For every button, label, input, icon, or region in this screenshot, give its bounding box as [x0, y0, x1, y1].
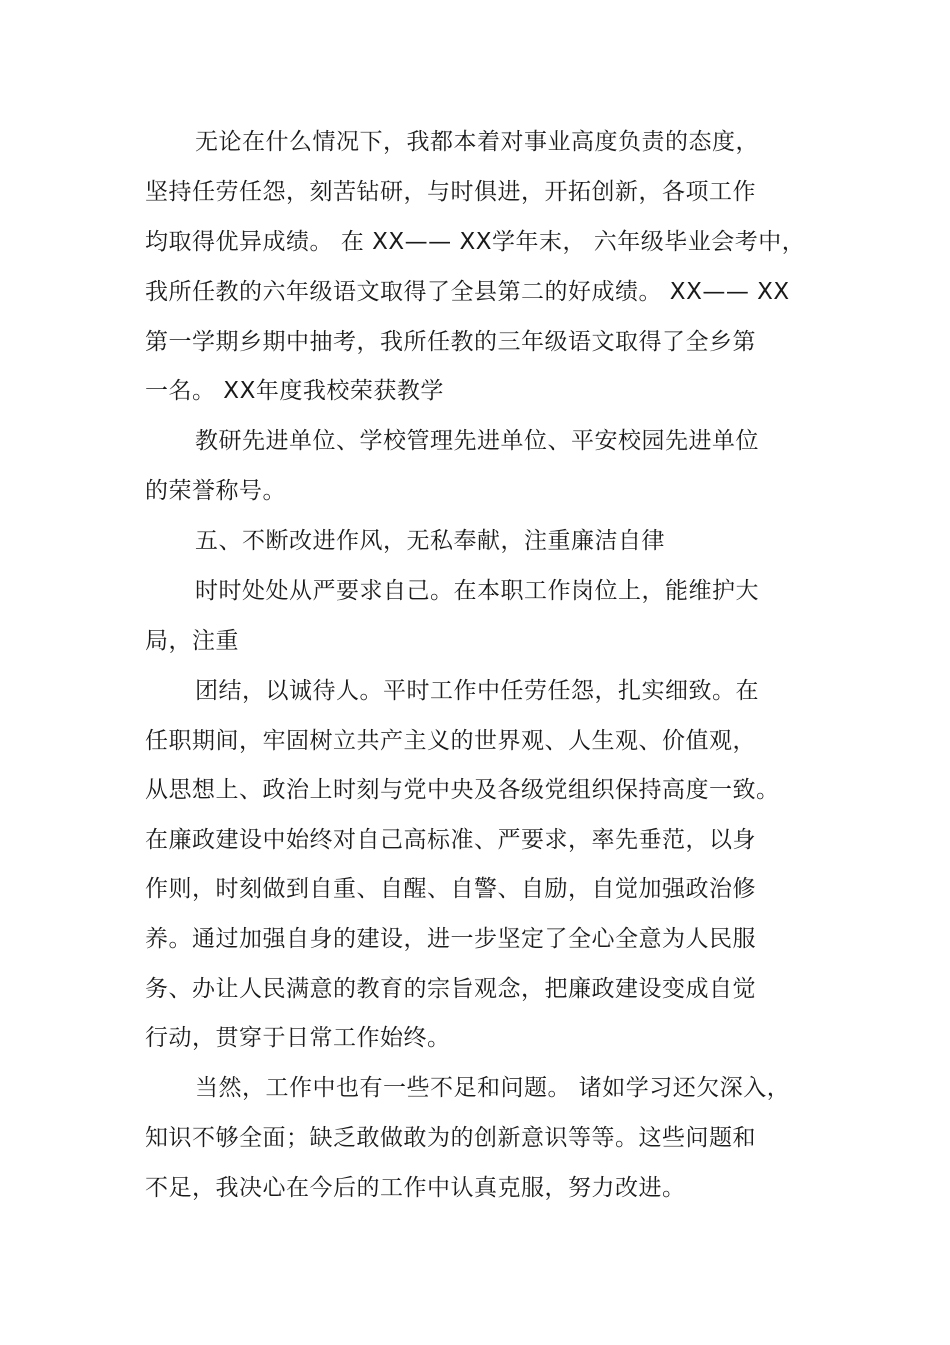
text-line: 的荣誉称号。	[145, 478, 286, 504]
text-line: 第一学期乡期中抽考，我所任教的三年级语文取得了全乡第	[145, 329, 756, 355]
text-line: 知识不够全面；缺乏敢做敢为的创新意识等等。这些问题和	[145, 1125, 756, 1151]
text-line: 务、办让人民满意的教育的宗旨观念，把廉政建设变成自觉	[145, 976, 756, 1002]
text-line: 当然，工作中也有一些不足和问题。 诸如学习还欠深入，	[195, 1075, 791, 1101]
text-line: 从思想上、政治上时刻与党中央及各级党组织保持高度一致。	[145, 777, 780, 803]
text-line: 无论在什么情况下，我都本着对事业高度负责的态度，	[195, 129, 759, 155]
text-line: 在廉政建设中始终对自己高标准、严要求，率先垂范，以身	[145, 827, 756, 853]
text-line: 养。通过加强自身的建设，进一步坚定了全心全意为人民服	[145, 926, 756, 952]
text-line: 教研先进单位、学校管理先进单位、平安校园先进单位	[195, 428, 759, 454]
text-line: 坚持任劳任怨，刻苦钻研，与时俱进，开拓创新，各项工作	[145, 179, 756, 205]
text-line: 均取得优异成绩。 在 XX—— XX学年末， 六年级毕业会考中，	[145, 229, 806, 255]
text-line: 我所任教的六年级语文取得了全县第二的好成绩。 XX—— XX	[145, 279, 790, 305]
text-line: 时时处处从严要求自己。在本职工作岗位上，能维护大	[195, 578, 759, 604]
text-line: 作则，时刻做到自重、自醒、自警、自励，自觉加强政治修	[145, 876, 756, 902]
section-heading: 五、不断改进作风，无私奉献，注重廉洁自律	[195, 528, 665, 554]
text-line: 一名。 XX年度我校荣获教学	[145, 378, 444, 404]
text-line: 行动，贯穿于日常工作始终。	[145, 1025, 451, 1051]
text-line: 局，注重	[145, 628, 239, 654]
text-line: 团结，以诚待人。平时工作中任劳任怨，扎实细致。在	[195, 678, 759, 704]
text-line: 任职期间，牢固树立共产主义的世界观、人生观、价值观，	[145, 728, 756, 754]
text-line: 不足，我决心在今后的工作中认真克服，努力改进。	[145, 1175, 686, 1201]
